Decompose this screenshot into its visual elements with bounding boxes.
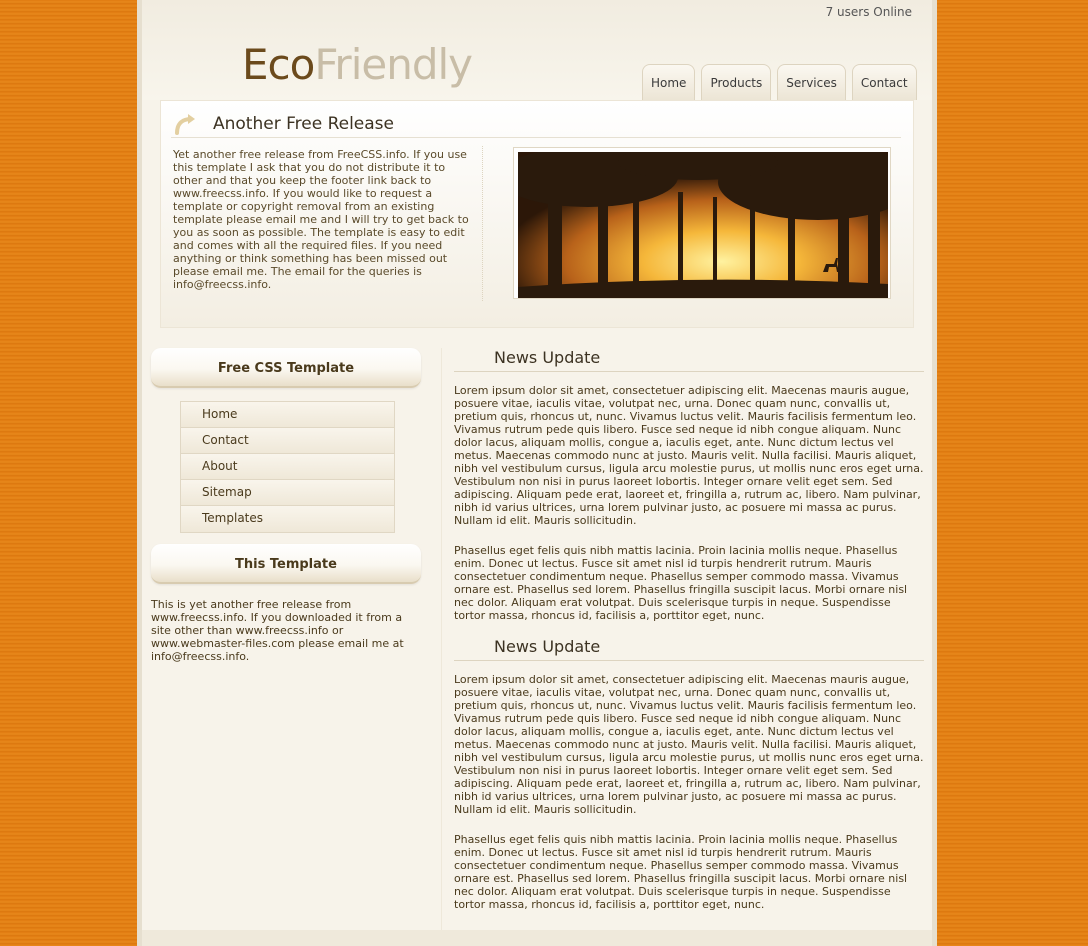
- main-content: [441, 348, 923, 930]
- page-wrapper: [137, 0, 937, 946]
- news-section: [442, 348, 923, 622]
- top-nav: [642, 64, 917, 100]
- nav-products[interactable]: Products: [701, 64, 771, 100]
- hero-image-frame: [513, 147, 891, 299]
- news-paragraph: Phasellus eget felis quis nibh mattis lacinia. Proin lacinia mollis neque. Phasellus enim. Donec ut lectus. Fusce sit amet nisl id turpis hendrerit rutrum. Mauris consectetuer condimentum neque. Phasellus semper commodo massa. Vivamus ornare est. Phasellus sed lorem. Phasellus fringilla suscipit lacus. Morbi ornare nisl nec dolor. Aliquam erat volutpat. Duis scelerisque turpis in neque. Suspendisse tortor massa, rhoncus id, facilisis a, porttitor eget, nunc.: [454, 544, 908, 622]
- sidebar-item-about[interactable]: About: [181, 454, 394, 480]
- logo-part-eco: Eco: [242, 40, 315, 89]
- nav-home[interactable]: Home: [642, 64, 695, 100]
- footer-strip: [142, 930, 932, 946]
- intro-column-divider: [482, 146, 483, 301]
- intro-title: Another Free Release: [213, 114, 394, 134]
- news-title: News Update: [454, 348, 924, 372]
- left-sidebar: [151, 348, 423, 663]
- sidebar-item-home[interactable]: Home: [181, 402, 394, 428]
- intro-divider-line: [171, 137, 901, 138]
- sidebar-item-sitemap[interactable]: Sitemap: [181, 480, 394, 506]
- nav-contact[interactable]: Contact: [852, 64, 917, 100]
- sidebar-text: This is yet another free release from www.freecss.info. If you downloaded it from a site other than www.freecss.info or www.webmaster-files.com please email me at info@freecss.info.: [151, 598, 404, 663]
- header: [142, 0, 932, 100]
- news-title: News Update: [454, 637, 924, 661]
- sidebar-menu: [180, 401, 395, 533]
- news-paragraph: Lorem ipsum dolor sit amet, consectetuer adipiscing elit. Maecenas mauris augue, posuere vitae, iaculis vitae, volutpat nec, urna. Donec quam nunc, convallis ut, pretium quis, rhoncus ut, nunc. Vivamus luctus velit. Mauris facilisis fermentum leo. Vivamus rutrum pede quis libero. Fusce sed neque id nibh congue aliquam. Nunc dolor lacus, aliquam mollis, congue a, iaculis eget, ante. Nunc dictum lectus vel metus. Maecenas commodo nunc at justo. Mauris velit. Nulla facilisi. Mauris aliquet, nibh vel vestibulum cursus, ligula arcu molestie purus, ut mollis nunc eros eget urna. Vestibulum non nisi in purus laoreet lobortis. Integer ornare velit eget sem. Sed adipiscing. Aliquam pede erat, laoreet et, fringilla a, rutrum ac, libero. Nam pulvinar, nibh id varius ultrices, urna lorem pulvinar justo, ac posuere mi massa ac purus. Nullam id elit. Mauris sollicitudin.: [454, 384, 924, 527]
- sidebar-item-templates[interactable]: Templates: [181, 506, 394, 532]
- nav-services[interactable]: Services: [777, 64, 846, 100]
- sidebar-heading-free-css: Free CSS Template: [151, 348, 421, 388]
- intro-text: Yet another free release from FreeCSS.info. If you use this template I ask that you do not distribute it to other and that you keep the footer link back to www.freecss.info. If you would like to request a template or copyright removal from an existing template please email me and I will try to get back to you as soon as possible. The template is easy to edit and comes with all the required files. If you need anything or think something has been missed out please email me. The email for the queries is info@freecss.info.: [173, 148, 469, 291]
- curved-arrow-icon: [173, 111, 199, 137]
- news-paragraph: Phasellus eget felis quis nibh mattis lacinia. Proin lacinia mollis neque. Phasellus enim. Donec ut lectus. Fusce sit amet nisl id turpis hendrerit rutrum. Mauris consectetuer condimentum neque. Phasellus semper commodo massa. Vivamus ornare est. Phasellus sed lorem. Phasellus fringilla suscipit lacus. Morbi ornare nisl nec dolor. Aliquam erat volutpat. Duis scelerisque turpis in neque. Suspendisse tortor massa, rhoncus id, facilisis a, porttitor eget, nunc.: [454, 833, 908, 911]
- logo-part-friendly: Friendly: [314, 40, 473, 89]
- users-online: 7 users Online: [825, 5, 912, 19]
- sidebar-heading-this-template: This Template: [151, 544, 421, 584]
- news-section: [442, 637, 923, 911]
- forest-sunset-image: [518, 152, 888, 298]
- intro-panel: [160, 100, 914, 328]
- site-logo[interactable]: [242, 40, 472, 89]
- sidebar-item-contact[interactable]: Contact: [181, 428, 394, 454]
- news-paragraph: Lorem ipsum dolor sit amet, consectetuer adipiscing elit. Maecenas mauris augue, posuere vitae, iaculis vitae, volutpat nec, urna. Donec quam nunc, convallis ut, pretium quis, rhoncus ut, nunc. Vivamus luctus velit. Mauris facilisis fermentum leo. Vivamus rutrum pede quis libero. Fusce sed neque id nibh congue aliquam. Nunc dolor lacus, aliquam mollis, congue a, iaculis eget, ante. Nunc dictum lectus vel metus. Maecenas commodo nunc at justo. Mauris velit. Nulla facilisi. Mauris aliquet, nibh vel vestibulum cursus, ligula arcu molestie purus, ut mollis nunc eros eget urna. Vestibulum non nisi in purus laoreet lobortis. Integer ornare velit eget sem. Sed adipiscing. Aliquam pede erat, laoreet et, fringilla a, rutrum ac, libero. Nam pulvinar, nibh id varius ultrices, urna lorem pulvinar justo, ac posuere mi massa ac purus. Nullam id elit. Mauris sollicitudin.: [454, 673, 924, 816]
